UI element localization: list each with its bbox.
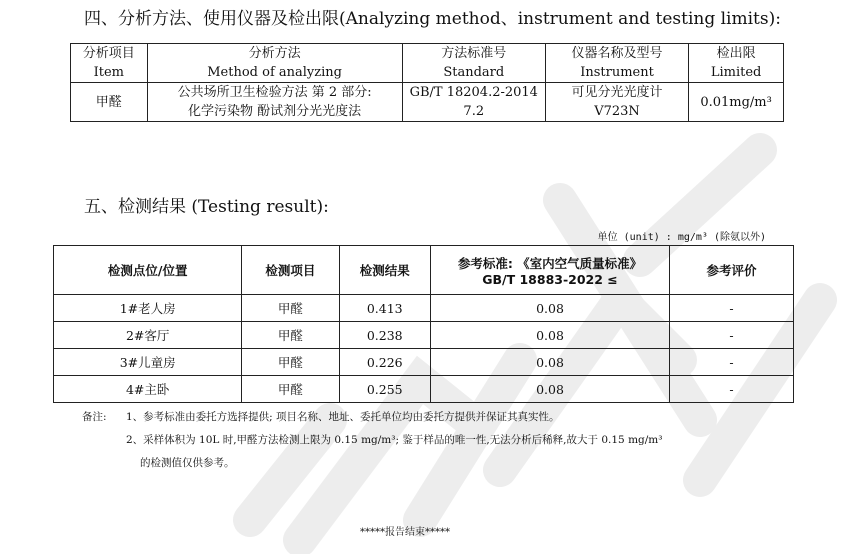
header-result: 检测结果	[339, 246, 430, 295]
header-reference-standard: 参考标准: 《室内空气质量标准》 GB/T 18883-2022 ≤	[430, 246, 669, 295]
header-location: 检测点位/位置	[54, 246, 242, 295]
cell-result: 0.226	[339, 349, 430, 376]
cell-item: 甲醛	[71, 83, 148, 122]
cell-result: 0.413	[339, 295, 430, 322]
analysis-method-table	[70, 43, 784, 122]
cell-location: 1#老人房	[54, 295, 242, 322]
note-line-1: 1、参考标准由委托方选择提供; 项目名称、地址、委托单位均由委托方提供并保证其真实性。	[126, 411, 560, 423]
cell-standard: GB/T 18204.2-2014 7.2	[402, 83, 545, 122]
cell-instrument: 可见分光光度计 V723N	[545, 83, 688, 122]
cell-item: 甲醛	[242, 349, 339, 376]
table-row	[54, 376, 794, 403]
cell-standard: 0.08	[430, 349, 669, 376]
table-row	[71, 83, 784, 122]
note-line-2: 2、采样体积为 10L 时,甲醛方法检测上限为 0.15 mg/m³; 鉴于样品的唯一性,无法分析后稀释,故大于 0.15 mg/m³	[126, 434, 663, 446]
cell-location: 3#儿童房	[54, 349, 242, 376]
report-end-marker: *****报告结束*****	[360, 527, 450, 538]
cell-limit: 0.01mg/m³	[689, 83, 784, 122]
cell-standard: 0.08	[430, 322, 669, 349]
cell-evaluation: -	[670, 349, 794, 376]
header-evaluation: 参考评价	[670, 246, 794, 295]
table-row	[54, 322, 794, 349]
cell-item: 甲醛	[242, 322, 339, 349]
unit-note: 单位 (unit) : mg/m³ (除氨以外)	[597, 232, 766, 243]
table-row	[54, 349, 794, 376]
cell-item: 甲醛	[242, 376, 339, 403]
cell-evaluation: -	[670, 376, 794, 403]
header-test-item: 检测项目	[242, 246, 339, 295]
cell-result: 0.238	[339, 322, 430, 349]
table-header-row	[54, 246, 794, 295]
cell-item: 甲醛	[242, 295, 339, 322]
note-line-3: 的检测值仅供参考。	[140, 457, 235, 469]
notes-label: 备注:	[82, 411, 107, 423]
cell-standard: 0.08	[430, 376, 669, 403]
header-item: 分析项目 Item	[71, 44, 148, 83]
table-row	[54, 295, 794, 322]
cell-location: 4#主卧	[54, 376, 242, 403]
cell-standard: 0.08	[430, 295, 669, 322]
header-instrument: 仪器名称及型号 Instrument	[545, 44, 688, 83]
header-limit: 检出限 Limited	[689, 44, 784, 83]
section-4-title: 四、分析方法、使用仪器及检出限(Analyzing method、instrument and testing limits):	[84, 9, 781, 29]
section-5-title: 五、检测结果 (Testing result):	[84, 197, 329, 217]
cell-evaluation: -	[670, 322, 794, 349]
cell-evaluation: -	[670, 295, 794, 322]
header-standard: 方法标准号 Standard	[402, 44, 545, 83]
cell-method: 公共场所卫生检验方法 第 2 部分: 化学污染物 酚试剂分光光度法	[147, 83, 402, 122]
cell-location: 2#客厅	[54, 322, 242, 349]
table-header-row	[71, 44, 784, 83]
testing-result-table	[53, 245, 794, 403]
header-method: 分析方法 Method of analyzing	[147, 44, 402, 83]
cell-result: 0.255	[339, 376, 430, 403]
